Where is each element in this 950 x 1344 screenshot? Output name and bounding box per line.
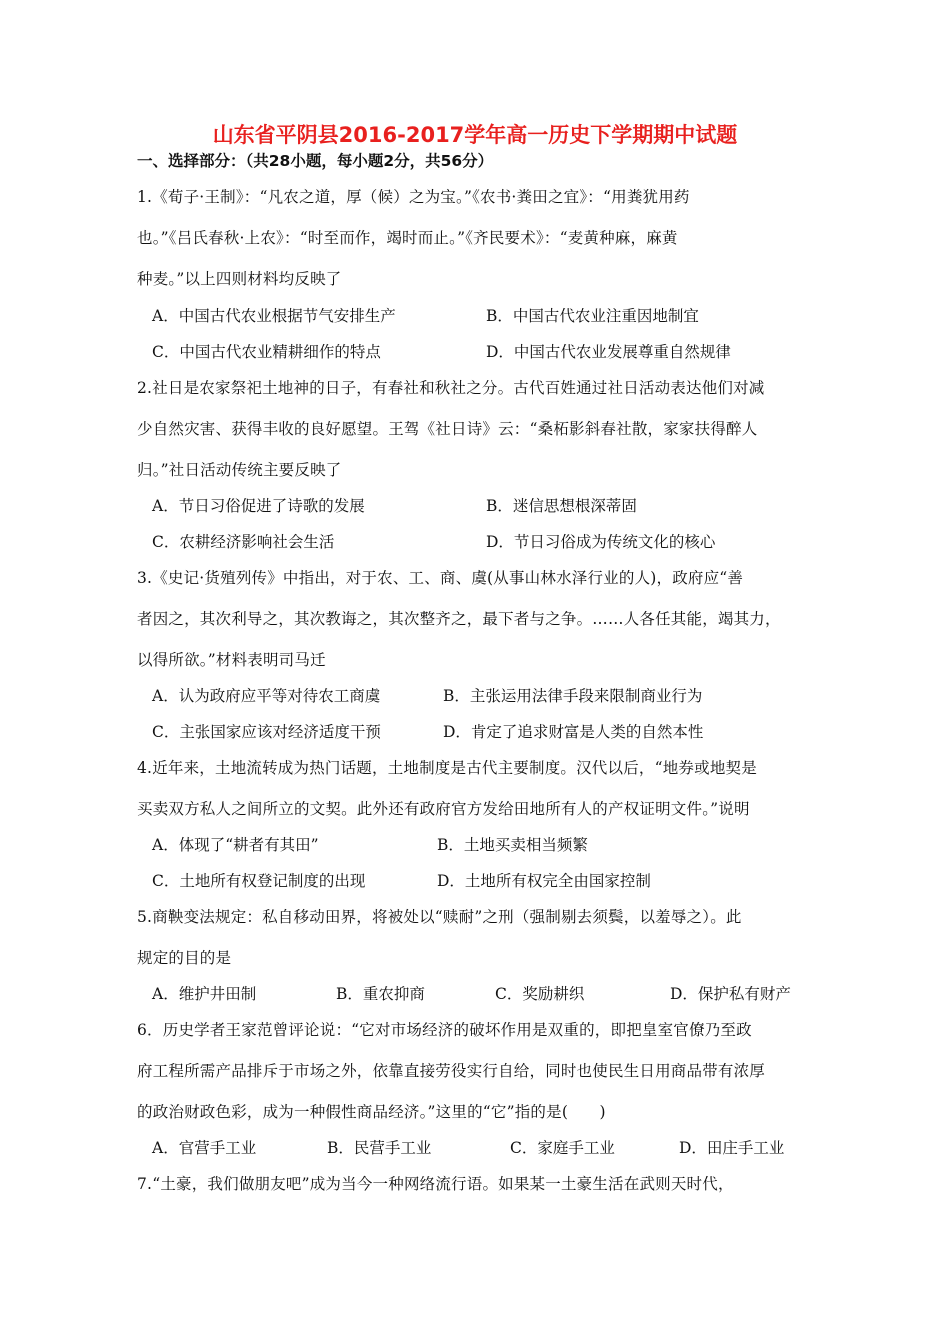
- question-3-option-a: A．认为政府应平等对待农工商虞: [152, 687, 381, 705]
- question-6-line-2: 府工程所需产品排斥于市场之外，依靠直接劳役实行自给，同时也使民生日用商品带有浓厚: [137, 1062, 766, 1080]
- section-heading: 一、选择部分：（共28小题，每小题2分，共56分）: [137, 152, 494, 170]
- question-4-option-a: A．体现了“耕者有其田”: [152, 836, 319, 854]
- question-6-line-1: 6．历史学者王家范曾评论说：“它对市场经济的破坏作用是双重的，即把皇室官僚乃至政: [137, 1021, 752, 1039]
- question-1-line-2: 也。”《吕氏春秋·上农》：“时至而作，竭时而止。”《齐民要术》：“麦黄种麻，麻黄: [137, 229, 678, 247]
- question-4-option-d: D．土地所有权完全由国家控制: [437, 872, 651, 890]
- question-1-option-d: D．中国古代农业发展尊重自然规律: [486, 343, 731, 361]
- question-5-line-1: 5.商鞅变法规定：私自移动田界，将被处以“赎耐”之刑（强制剔去须鬓，以羞辱之）。此: [137, 908, 742, 926]
- question-1-option-b: B．中国古代农业注重因地制宜: [486, 307, 699, 325]
- question-6-line-3: 的政治财政色彩，成为一种假性商品经济。”这里的“它”指的是( ): [137, 1103, 606, 1121]
- question-2-option-d: D．节日习俗成为传统文化的核心: [486, 533, 716, 551]
- question-6-option-a: A．官营手工业: [152, 1139, 257, 1157]
- page-title: 山东省平阴县2016-2017学年高一历史下学期期中试题: [212, 123, 738, 147]
- question-2-option-b: B．迷信思想根深蒂固: [486, 497, 637, 515]
- question-4-line-2: 买卖双方私人之间所立的文契。此外还有政府官方发给田地所有人的产权证明文件。”说明: [137, 800, 750, 818]
- question-1-line-3: 种麦。”以上四则材料均反映了: [137, 270, 342, 288]
- question-3-line-2: 者因之，其次利导之，其次教诲之，其次整齐之，最下者与之争。……人各任其能，竭其力，: [137, 610, 781, 628]
- question-2-line-1: 2.社日是农家祭祀土地神的日子，有春社和秋社之分。古代百姓通过社日活动表达他们对减: [137, 379, 765, 397]
- question-5-line-2: 规定的目的是: [137, 949, 232, 967]
- question-5-option-a: A．维护井田制: [152, 985, 257, 1003]
- question-3-option-b: B．主张运用法律手段来限制商业行为: [443, 687, 703, 705]
- question-7-line-1: 7.“土豪，我们做朋友吧”成为当今一种网络流行语。如果某一土豪生活在武则天时代，: [137, 1175, 734, 1193]
- question-3-option-d: D．肯定了追求财富是人类的自然本性: [443, 723, 704, 741]
- question-3-line-1: 3.《史记·货殖列传》中指出，对于农、工、商、虞(从事山林水泽行业的人)，政府应“善: [137, 569, 744, 587]
- question-4-line-1: 4.近年来，土地流转成为热门话题，土地制度是古代主要制度。汉代以后，“地券或地契是: [137, 759, 757, 777]
- question-2-option-c: C．农耕经济影响社会生活: [152, 533, 335, 551]
- question-3-line-3: 以得所欲。”材料表明司马迁: [137, 651, 326, 669]
- question-6-option-b: B．民营手工业: [327, 1139, 432, 1157]
- question-6-option-d: D．田庄手工业: [679, 1139, 785, 1157]
- question-5-option-b: B．重农抑商: [336, 985, 425, 1003]
- question-5-option-d: D．保护私有财产: [670, 985, 791, 1003]
- question-1-option-c: C．中国古代农业精耕细作的特点: [152, 343, 381, 361]
- question-2-line-3: 归。”社日活动传统主要反映了: [137, 461, 342, 479]
- question-6-option-c: C．家庭手工业: [510, 1139, 615, 1157]
- question-3-option-c: C．主张国家应该对经济适度干预: [152, 723, 381, 741]
- question-4-option-b: B．土地买卖相当频繁: [437, 836, 588, 854]
- question-5-option-c: C．奖励耕织: [495, 985, 585, 1003]
- question-2-option-a: A．节日习俗促进了诗歌的发展: [152, 497, 365, 515]
- question-1-option-a: A．中国古代农业根据节气安排生产: [152, 307, 396, 325]
- question-4-option-c: C．土地所有权登记制度的出现: [152, 872, 366, 890]
- question-1-line-1: 1.《荀子·王制》：“凡农之道，厚（候）之为宝。”《农书·粪田之宜》：“用粪犹用药: [137, 188, 690, 206]
- question-2-line-2: 少自然灾害、获得丰收的良好愿望。王驾《社日诗》云：“桑柘影斜春社散，家家扶得醉人: [137, 420, 758, 438]
